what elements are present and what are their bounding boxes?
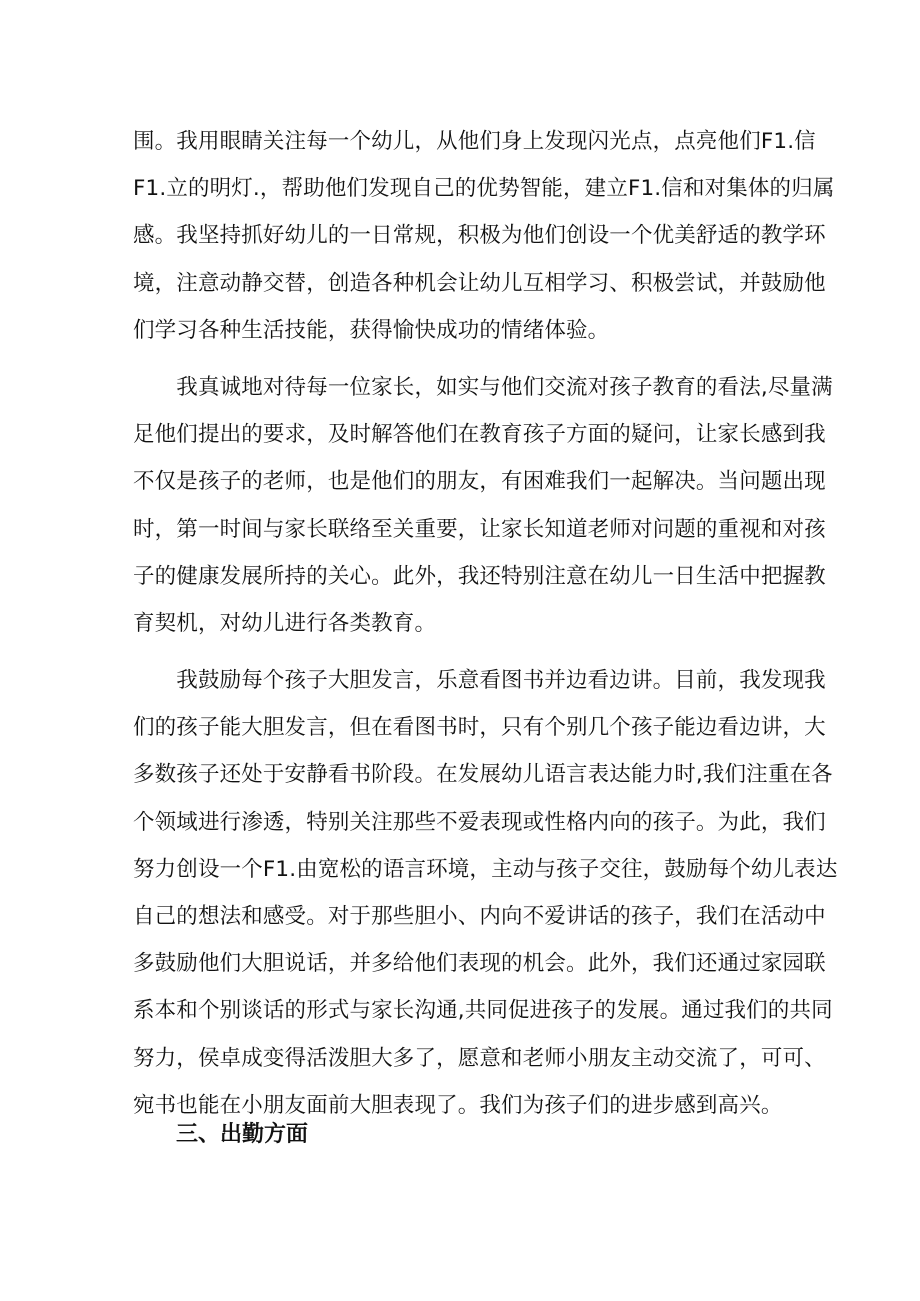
text-line: 宛书也能在小朋友面前大胆表现了。我们为孩子们的进步感到高兴。 [133, 1092, 783, 1118]
text-line: 系本和个别谈话的形式与家长沟通,共同促进孩子的发展。通过我们的共同 [133, 998, 833, 1024]
text-line: 我鼓励每个孩子大胆发言，乐意看图书并边看边讲。目前，我发现我 [133, 668, 826, 694]
paragraph-1 [133, 118, 835, 354]
text-line: 多数孩子还处于安静看书阶段。在发展幼儿语言表达能力时,我们注重在各 [133, 762, 833, 788]
text-line: 境，注意动静交替，创造各种机会让幼儿互相学习、积极尝试，并鼓励他 [133, 270, 826, 296]
text-line: 围。我用眼睛关注每一个幼儿，从他们身上发现闪光点，点亮他们F1.信 [133, 129, 816, 154]
paragraph-3 [133, 657, 838, 1129]
text-line: 我真诚地对待每一位家长，如实与他们交流对孩子教育的看法,尽量满 [133, 374, 833, 400]
text-line: F1.立的明灯.，帮助他们发现自己的优势智能，建立F1.信和对集体的归属 [133, 176, 835, 202]
text-line: 育契机，对幼儿进行各类教育。 [133, 610, 437, 636]
text-line: 不仅是孩子的老师，也是他们的朋友，有困难我们一起解决。当问题出现 [133, 469, 826, 495]
text-line: 努力创设一个F1.由宽松的语言环境，主动与孩子交往，鼓励每个幼儿表达 [133, 856, 838, 882]
text-line: 个领域进行渗透，特别关注那些不爱表现或性格内向的孩子。为此，我们 [133, 809, 826, 835]
paragraph-2 [133, 364, 833, 647]
section-heading: 三、出勤方面 [176, 1122, 309, 1147]
text-line: 子的健康发展所持的关心。此外，我还特别注意在幼儿一日生活中把握教 [133, 563, 826, 589]
text-line: 多鼓励他们大胆说话，并多给他们表现的机会。此外，我们还通过家园联 [133, 951, 826, 977]
text-line: 们的孩子能大胆发言，但在看图书时，只有个别几个孩子能边看边讲，大 [133, 715, 826, 741]
text-line: 努力，侯卓成变得活泼胆大多了，愿意和老师小朋友主动交流了，可可、 [133, 1045, 826, 1071]
paragraph-gap [133, 354, 793, 364]
paragraph-gap [133, 647, 793, 657]
text-line: 感。我坚持抓好幼儿的一日常规，积极为他们创设一个优美舒适的教学环 [133, 223, 826, 249]
text-line: 们学习各种生活技能，获得愉快成功的情绪体验。 [133, 317, 610, 343]
body-text [133, 118, 838, 1129]
text-line: 足他们提出的要求，及时解答他们在教育孩子方面的疑问，让家长感到我 [133, 422, 826, 448]
text-line: 时，第一时间与家长联络至关重要，让家长知道老师对问题的重视和对孩 [133, 516, 826, 542]
text-line: 自己的想法和感受。对于那些胆小、内向不爱讲话的孩子，我们在活动中 [133, 904, 826, 929]
